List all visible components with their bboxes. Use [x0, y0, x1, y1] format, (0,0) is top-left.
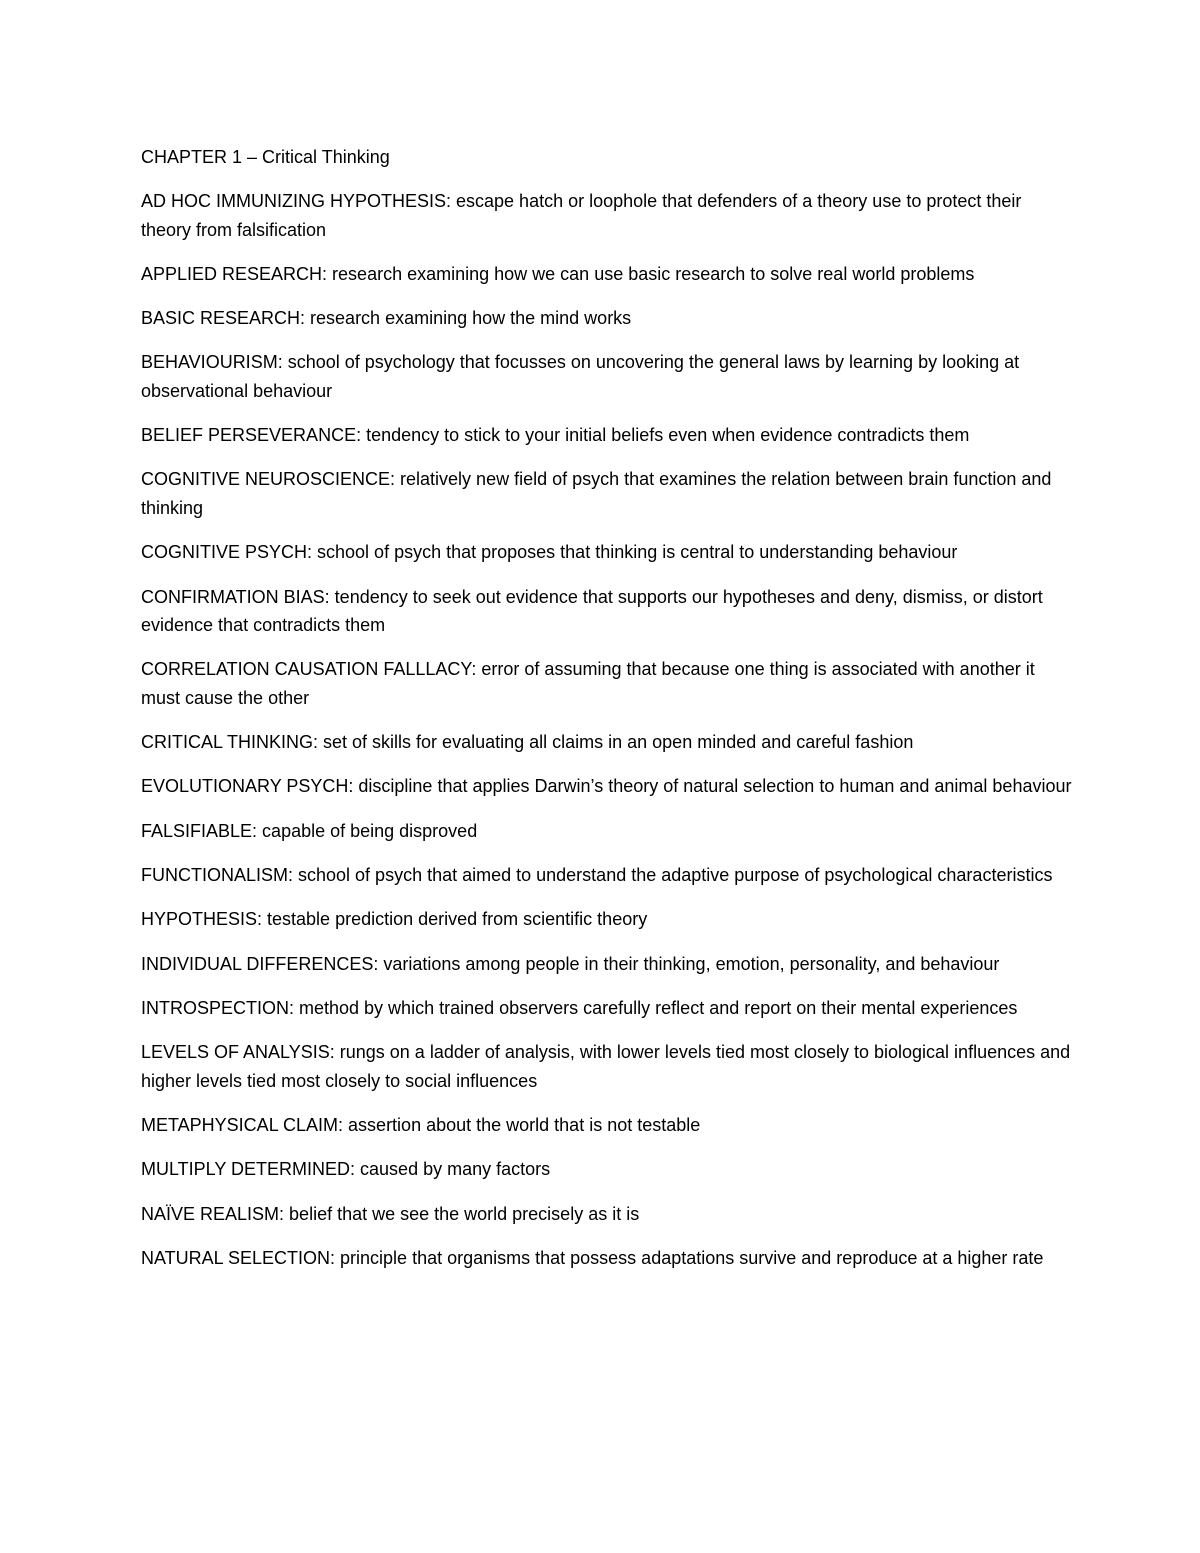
glossary-entry: CORRELATION CAUSATION FALLLACY: error of assuming that because one thing is associated with another it must cause the other — [141, 659, 1035, 708]
glossary-entry: APPLIED RESEARCH: research examining how we can use basic research to solve real world problems — [141, 263, 975, 284]
glossary-entry: INTROSPECTION: method by which trained observers carefully reflect and report on their mental experiences — [141, 997, 1018, 1018]
glossary-entry: AD HOC IMMUNIZING HYPOTHESIS: escape hatch or loophole that defenders of a theory use to protect their theory from falsification — [141, 191, 1022, 240]
glossary-entry: METAPHYSICAL CLAIM: assertion about the world that is not testable — [141, 1115, 701, 1136]
glossary-entry: LEVELS OF ANALYSIS: rungs on a ladder of analysis, with lower levels tied most closely to biological influences and higher levels tied most closely to social influences — [141, 1042, 1071, 1091]
glossary-entry: NATURAL SELECTION: principle that organisms that possess adaptations survive and reproduce at a higher rate — [141, 1247, 1044, 1268]
glossary-entry: EVOLUTIONARY PSYCH: discipline that applies Darwin’s theory of natural selection to human and animal behaviour — [141, 776, 1072, 797]
glossary-entry: INDIVIDUAL DIFFERENCES: variations among people in their thinking, emotion, personality, and behaviour — [141, 953, 1000, 974]
glossary-entry: COGNITIVE PSYCH: school of psych that proposes that thinking is central to understanding behaviour — [141, 542, 958, 563]
glossary-entry: NAÏVE REALISM: belief that we see the world precisely as it is — [141, 1203, 640, 1224]
glossary-entry: COGNITIVE NEUROSCIENCE: relatively new field of psych that examines the relation between brain function and thinking — [141, 469, 1052, 518]
glossary-entry: BEHAVIOURISM: school of psychology that focusses on uncovering the general laws by learning by looking at observational behaviour — [141, 352, 1020, 401]
glossary-entry: CONFIRMATION BIAS: tendency to seek out evidence that supports our hypotheses and deny, dismiss, or distort evidence that contradicts them — [141, 586, 1043, 636]
glossary-entry: CRITICAL THINKING: set of skills for evaluating all claims in an open minded and careful fashion — [141, 732, 914, 753]
glossary-entry: FUNCTIONALISM: school of psych that aimed to understand the adaptive purpose of psychological characteristics — [141, 865, 1053, 886]
glossary-entry: MULTIPLY DETERMINED: caused by many factors — [141, 1159, 551, 1180]
glossary-entry: BASIC RESEARCH: research examining how the mind works — [141, 308, 632, 329]
glossary-entry: HYPOTHESIS: testable prediction derived from scientific theory — [141, 909, 648, 930]
chapter-title: CHAPTER 1 – Critical Thinking — [141, 147, 390, 167]
glossary-entry: BELIEF PERSEVERANCE: tendency to stick to your initial beliefs even when evidence contradicts them — [141, 425, 970, 446]
glossary-entry: FALSIFIABLE: capable of being disproved — [141, 820, 478, 841]
document-page — [141, 143, 1076, 1288]
